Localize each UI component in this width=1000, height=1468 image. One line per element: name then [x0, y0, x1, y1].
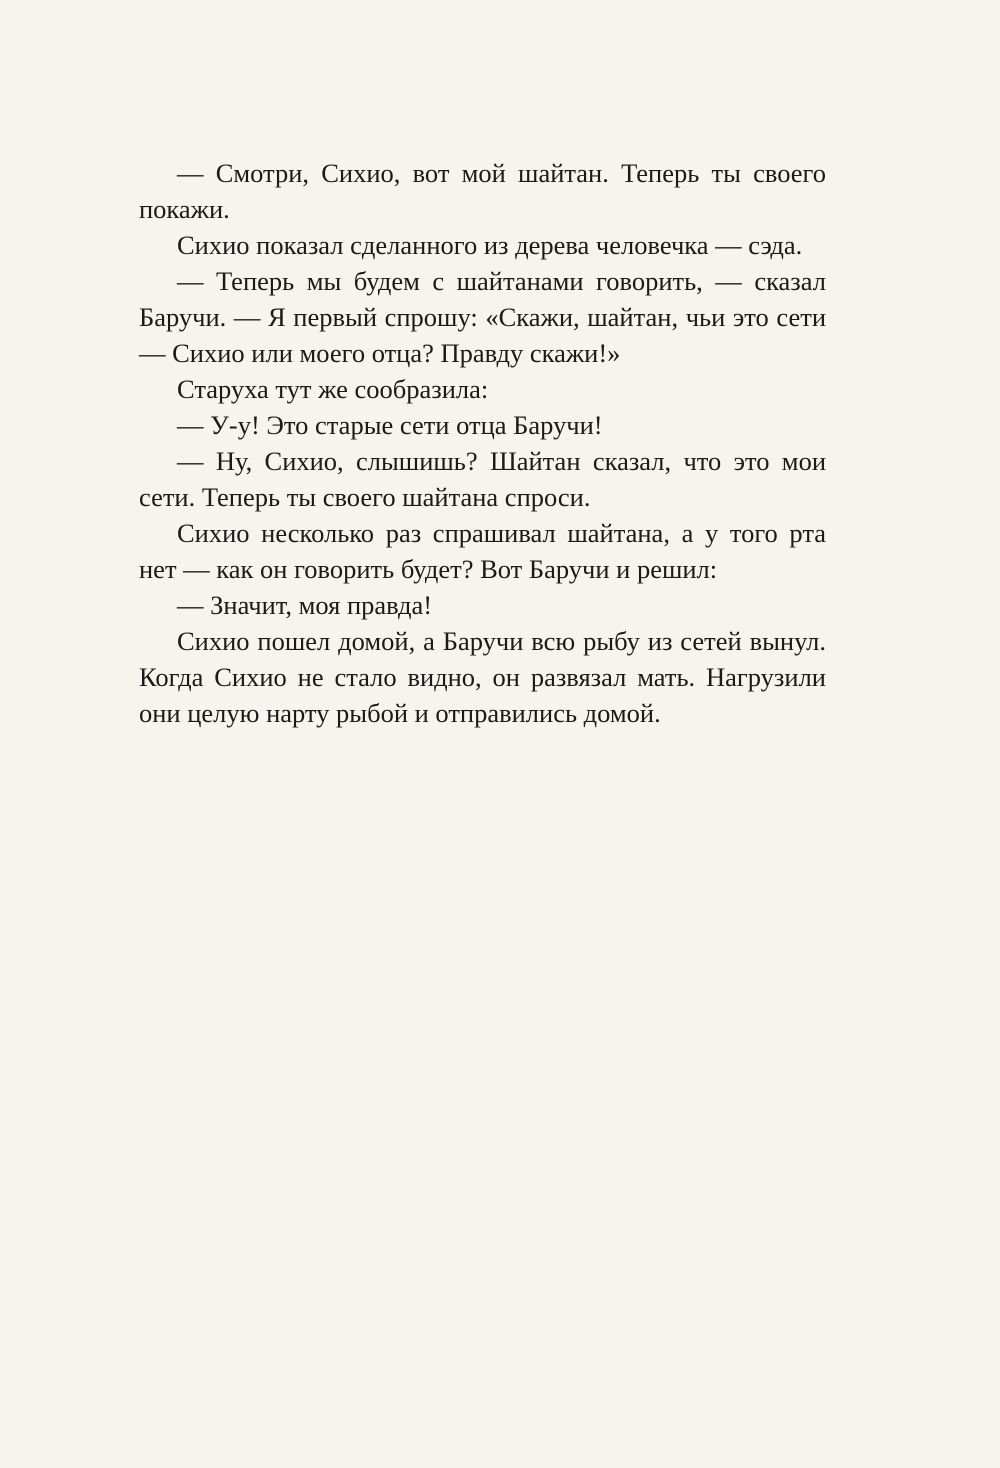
paragraph: — Значит, моя правда!: [177, 590, 433, 620]
paragraph: Старуха тут же сообразила:: [177, 374, 489, 404]
paragraph: — Ну, Сихио, слышишь? Шайтан сказал, что это мои сети. Теперь ты своего шайтана спроси.: [139, 446, 826, 512]
paragraph: Сихио несколько раз спрашивал шайтана, а у того рта нет — как он говорить будет? Вот Баручи и решил:: [139, 518, 826, 584]
paragraph: — Смотри, Сихио, вот мой шайтан. Теперь ты своего покажи.: [139, 158, 826, 224]
page-text: [139, 155, 826, 731]
paragraph: — У-у! Это старые сети отца Баручи!: [177, 410, 603, 440]
paragraph: Сихио показал сделанного из дерева человечка — сэда.: [177, 230, 803, 260]
paragraph: Сихио пошел домой, а Баручи всю рыбу из сетей вынул. Когда Сихио не стало видно, он развязал мать. Нагрузили они целую нарту рыбой и отправились домой.: [139, 626, 826, 728]
paragraph: — Теперь мы будем с шайтанами говорить, — сказал Баручи. — Я первый спрошу: «Скажи, шайтан, чьи это сети — Сихио или моего отца? Правду скажи!»: [139, 266, 826, 368]
